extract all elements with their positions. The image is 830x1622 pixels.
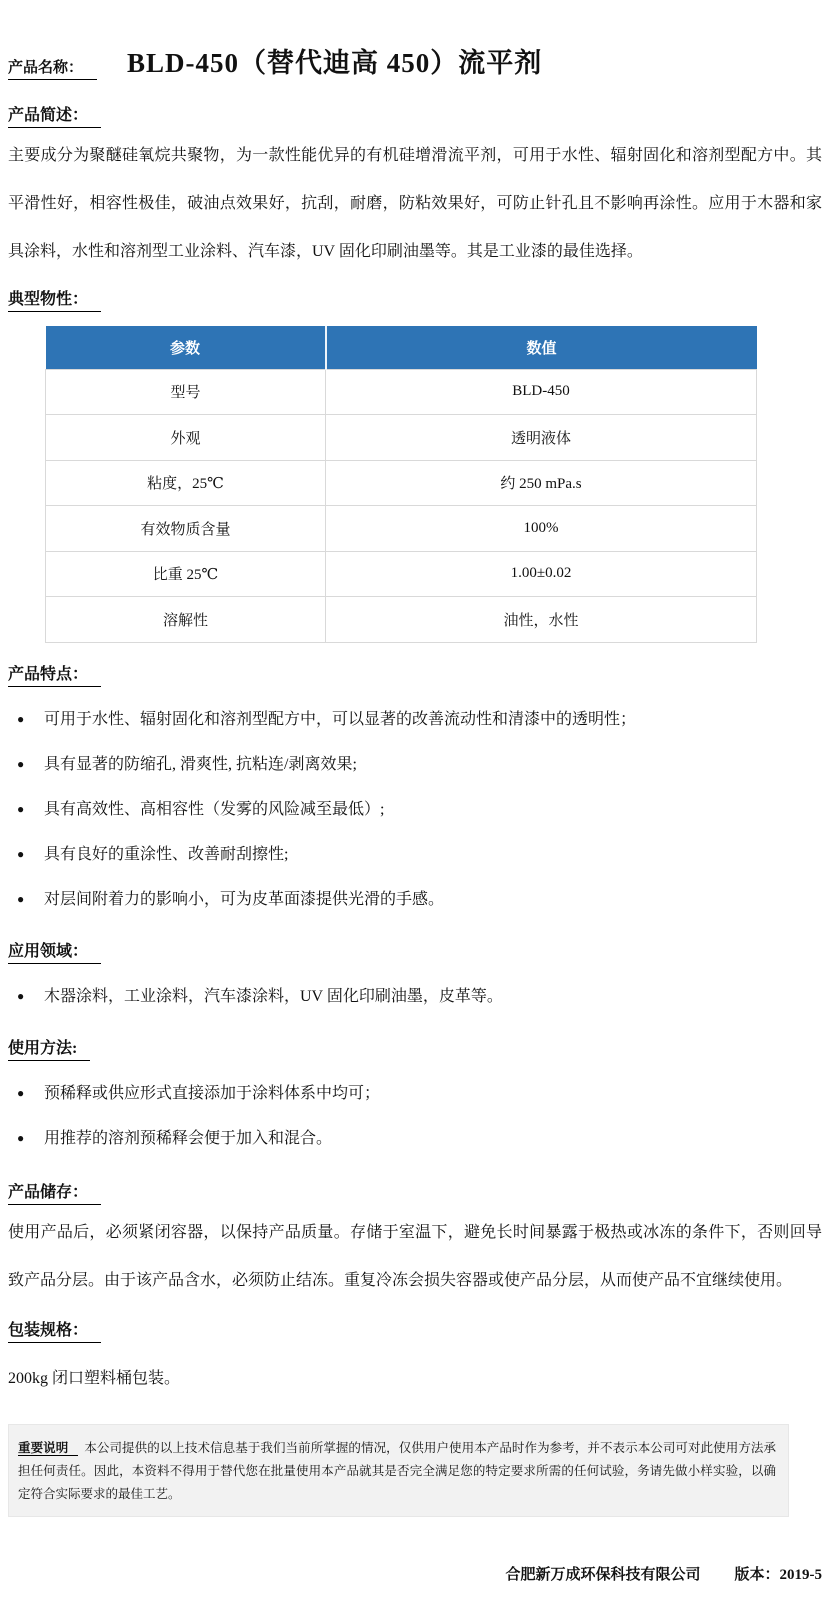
table-row [46,506,757,552]
section-overview [8,102,822,276]
usage-list [8,1071,822,1161]
list-item [8,877,822,922]
section-usage [8,1035,822,1161]
list-item [8,832,822,877]
table-cell-value: 100% [326,506,757,552]
bullet-icon: ● [17,1130,25,1145]
table-cell-value: BLD-450 [326,369,757,415]
features-heading: 产品特点： [8,661,101,687]
overview-paragraph: 主要成分为聚醚硅氧烷共聚物，为一款性能优异的有机硅增滑流平剂，可用于水性、辐射固化和溶剂型配方中。其平滑性好，相容性极佳，破油点效果好，抗刮，耐磨，防粘效果好，可防止针孔且不影响再涂性。应用于木器和家具涂料，水性和溶剂型工业涂料、汽车漆，UV 固化印刷油墨等。其是工业漆的最佳选择。 [8,147,822,260]
table-header-value: 数值 [326,326,757,369]
table-cell-value: 1.00±0.02 [326,551,757,597]
bullet-icon: ● [17,846,25,861]
table-cell-param: 外观 [46,415,326,461]
page-footer [8,1563,822,1584]
table-row [46,597,757,643]
table-cell-value: 油性，水性 [326,597,757,643]
properties-table [45,326,757,643]
bullet-icon: ● [17,891,25,906]
table-cell-param: 比重 25℃ [46,551,326,597]
bullet-icon: ● [17,756,25,771]
properties-heading: 典型物性： [8,286,101,312]
table-row [46,460,757,506]
storage-paragraph: 使用产品后，必须紧闭容器，以保持产品质量。存储于室温下，避免长时间暴露于极热或冰冻的条件下，否则回导致产品分层。由于该产品含水，必须防止结冻。重复冷冻会损失容器或使产品分层，从而使产品不宜继续使用。 [8,1223,822,1289]
table-cell-param: 型号 [46,369,326,415]
list-item [8,1116,822,1161]
list-item-text: 具有良好的重涂性、改善耐刮擦性; [44,845,289,863]
packaging-heading: 包装规格： [8,1317,101,1343]
list-item [8,974,822,1019]
table-header-row [46,326,757,369]
bullet-icon: ● [17,988,25,1003]
bullet-icon: ● [17,801,25,816]
list-item-text: 对层间附着力的影响小，可为皮革面漆提供光滑的手感。 [44,890,445,908]
table-cell-param: 有效物质含量 [46,506,326,552]
table-row [46,415,757,461]
table-row [46,551,757,597]
list-item-text: 预稀释或供应形式直接添加于涂料体系中均可； [44,1084,381,1102]
list-item [8,697,822,742]
applications-list [8,974,822,1019]
list-item-text: 具有高效性、高相容性（发雾的风险减至最低）; [44,800,385,818]
notice-label: 重要说明 [18,1441,78,1456]
notice-text: 本公司提供的以上技术信息基于我们当前所掌握的情况，仅供用户使用本产品时作为参考，并不表示本公司可对此使用方法承担任何责任。因此，本资料不得用于替代您在批量使用本产品就其是否完全满足您的特定要求所需的任何试验，务请先做小样实验，以确定符合实际要求的最佳工艺。 [18,1440,776,1501]
list-item-text: 具有显著的防缩孔, 滑爽性, 抗粘连/剥离效果; [44,755,357,773]
list-item [8,787,822,832]
page-title: BLD-450（替代迪高 450）流平剂 [127,48,543,78]
table-row [46,369,757,415]
properties-table-wrap [45,326,757,643]
product-name-label: 产品名称： [8,56,97,80]
table-cell-param: 溶解性 [46,597,326,643]
footer-version: 版本：2019-5 [734,1566,822,1583]
applications-heading: 应用领域： [8,938,101,964]
section-properties [8,286,822,643]
title-row [8,48,822,80]
footer-company: 合肥新万成环保科技有限公司 [505,1566,701,1583]
list-item-text: 木器涂料，工业涂料，汽车漆涂料，UV 固化印刷油墨，皮革等。 [44,987,503,1005]
table-cell-value: 约 250 mPa.s [326,460,757,506]
features-list [8,697,822,922]
bullet-icon: ● [17,711,25,726]
section-storage [8,1179,822,1305]
usage-heading: 使用方法: [8,1035,90,1061]
table-cell-param: 粘度，25℃ [46,460,326,506]
storage-heading: 产品储存： [8,1179,101,1205]
notice-box [8,1424,789,1517]
table-header-param: 参数 [46,326,326,369]
packaging-text: 200kg 闭口塑料桶包装。 [8,1369,181,1387]
table-cell-value: 透明液体 [326,415,757,461]
section-applications [8,938,822,1019]
overview-heading: 产品简述： [8,102,101,128]
section-features [8,661,822,922]
bullet-icon: ● [17,1085,25,1100]
list-item-text: 可用于水性、辐射固化和溶剂型配方中，可以显著的改善流动性和清漆中的透明性； [44,710,637,728]
list-item-text: 用推荐的溶剂预稀释会便于加入和混合。 [44,1129,333,1147]
section-packaging [8,1317,822,1388]
list-item [8,1071,822,1116]
list-item [8,742,822,787]
